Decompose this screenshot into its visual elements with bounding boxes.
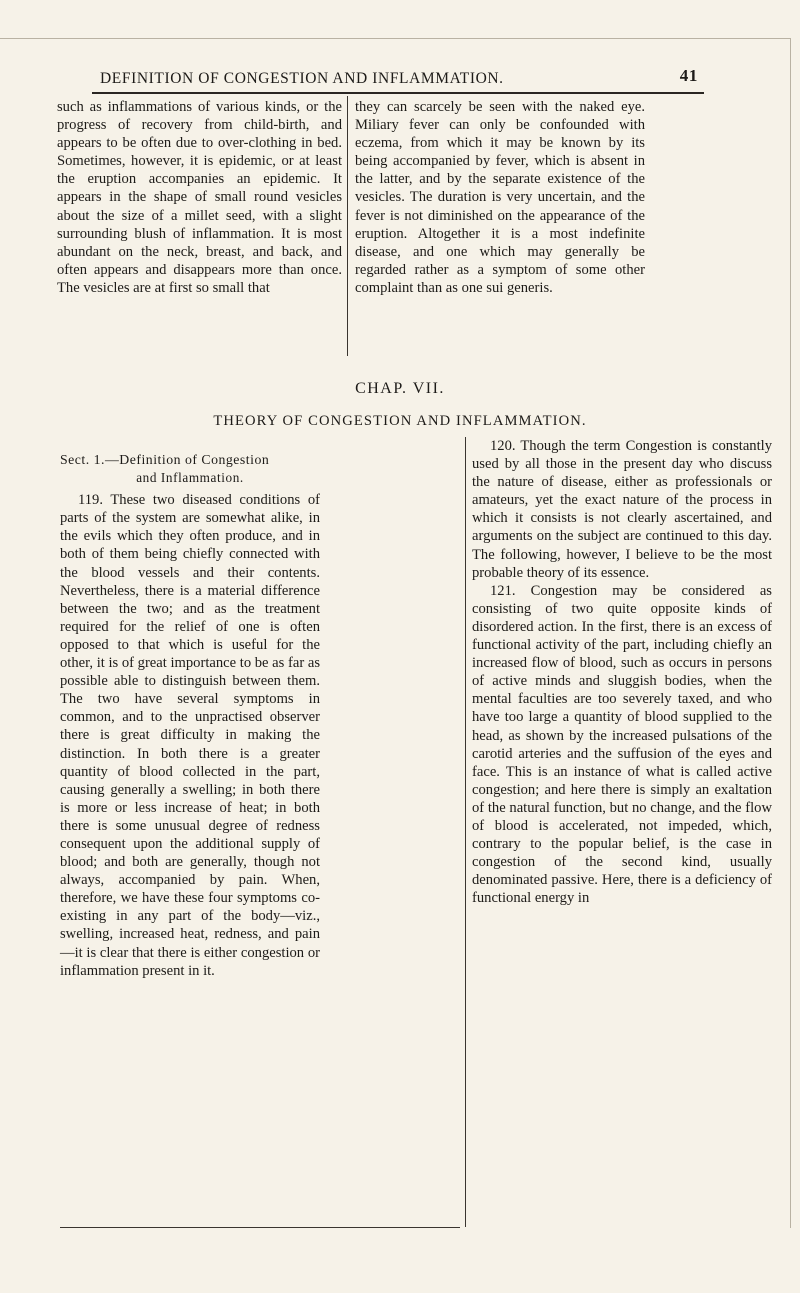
chapter-number: CHAP. VII. — [355, 380, 445, 397]
section-heading-text: Sect. 1.—Definition of Congestion — [60, 452, 270, 467]
paragraph-miliary-fever: they can scarcely be seen with the naked eye. Miliary fever can only be confounded with eczema, from which it may be known by its being accompanied by fever, which is absent in the latter, and by the separate existence of the vesicles. The duration is very uncertain, and the fever is not diminished on the appearance of the eruption. Altogether it is a most indefinite disease, and one which may generally be regarded rather as a symptom of some other complaint than as one sui generis. — [355, 99, 645, 296]
column-divider-top — [347, 96, 348, 356]
chapter-title: THEORY OF CONGESTION AND INFLAMMATION. — [213, 413, 587, 429]
page-edge-top — [0, 38, 790, 39]
page-number: 41 — [679, 66, 698, 85]
bottom-right-column — [472, 437, 772, 907]
header-rule — [92, 92, 704, 94]
top-left-column — [57, 98, 342, 297]
paragraph-119: 119. These two diseased conditions of parts of the system are somewhat alike, in the evils which they often produce, and in both of them being chiefly connected with the blood vessels and their contents. Nevertheless, there is a material difference between the two; and as the treatment required for the relief of one is often opposed to that which is useful for the other, it is of great importance to be as far as possible able to distinguish between them. The two have several symptoms in common, and to the unpractised observer there is great difficulty in making the distinction. In both there is a greater quantity of blood collected in the part, causing generally a swelling; in both there is more or less increase of heat; in both there is some unusual degree of redness consequent upon the additional supply of blood; and both are generally, though not always, accompanied by pain. When, therefore, we have these four symptoms co-existing in any part of the body—viz., swelling, increased heat, redness, and pain—it is clear that there is either congestion or inflammation present in it. — [60, 492, 320, 979]
bottom-rule — [60, 1227, 460, 1228]
page-edge-right — [790, 38, 791, 1228]
running-title: DEFINITION OF CONGESTION AND INFLAMMATION. — [100, 70, 504, 87]
bottom-left-column — [60, 437, 460, 980]
column-divider-bottom — [465, 437, 466, 1227]
paragraph-continuation: such as inflammations of various kinds, or the progress of recovery from child-birth, and appears to be often due to over-clothing in bed. Sometimes, however, it is epidemic, or at least the eruption accompanies an epidemic. It appears in the shape of small round vesicles about the size of a millet seed, with a slight surrounding blush of inflammation. It is most abundant on the neck, breast, and back, and often appears and disappears more than once. The vesicles are at first so small that — [57, 99, 342, 296]
paragraph-121: 121. Congestion may be considered as consisting of two quite opposite kinds of disordered action. In the first, there is an excess of functional activity of the part, including chiefly an increased flow of blood, such as occurs in persons of active minds and sluggish bodies, when the mental faculties are too severely taxed, and who have too large a quantity of blood supplied to the head, as shown by the increased pulsations of the carotid arteries and the suffusion of the eyes and face. This is an instance of what is called active congestion; and here there is simply an exaltation of the natural function, but no change, and the flow of blood is accelerated, not impeded, which, contrary to the popular belief, is the case in congestion of the second kind, usually denominated passive. Here, there is a deficiency of functional energy in — [472, 582, 772, 907]
section-subheading: and Inflammation. — [136, 470, 244, 486]
section-heading — [60, 451, 320, 469]
paragraph-120: 120. Though the term Congestion is constantly used by all those in the present day who discuss the nature of disease, either as professionals or amateurs, yet the exact nature of the process in which it consists is not clearly ascertained, and arguments on the subject are continued to this day. The following, however, I believe to be the most probable theory of its essence. — [472, 438, 772, 581]
top-right-column — [355, 98, 645, 297]
